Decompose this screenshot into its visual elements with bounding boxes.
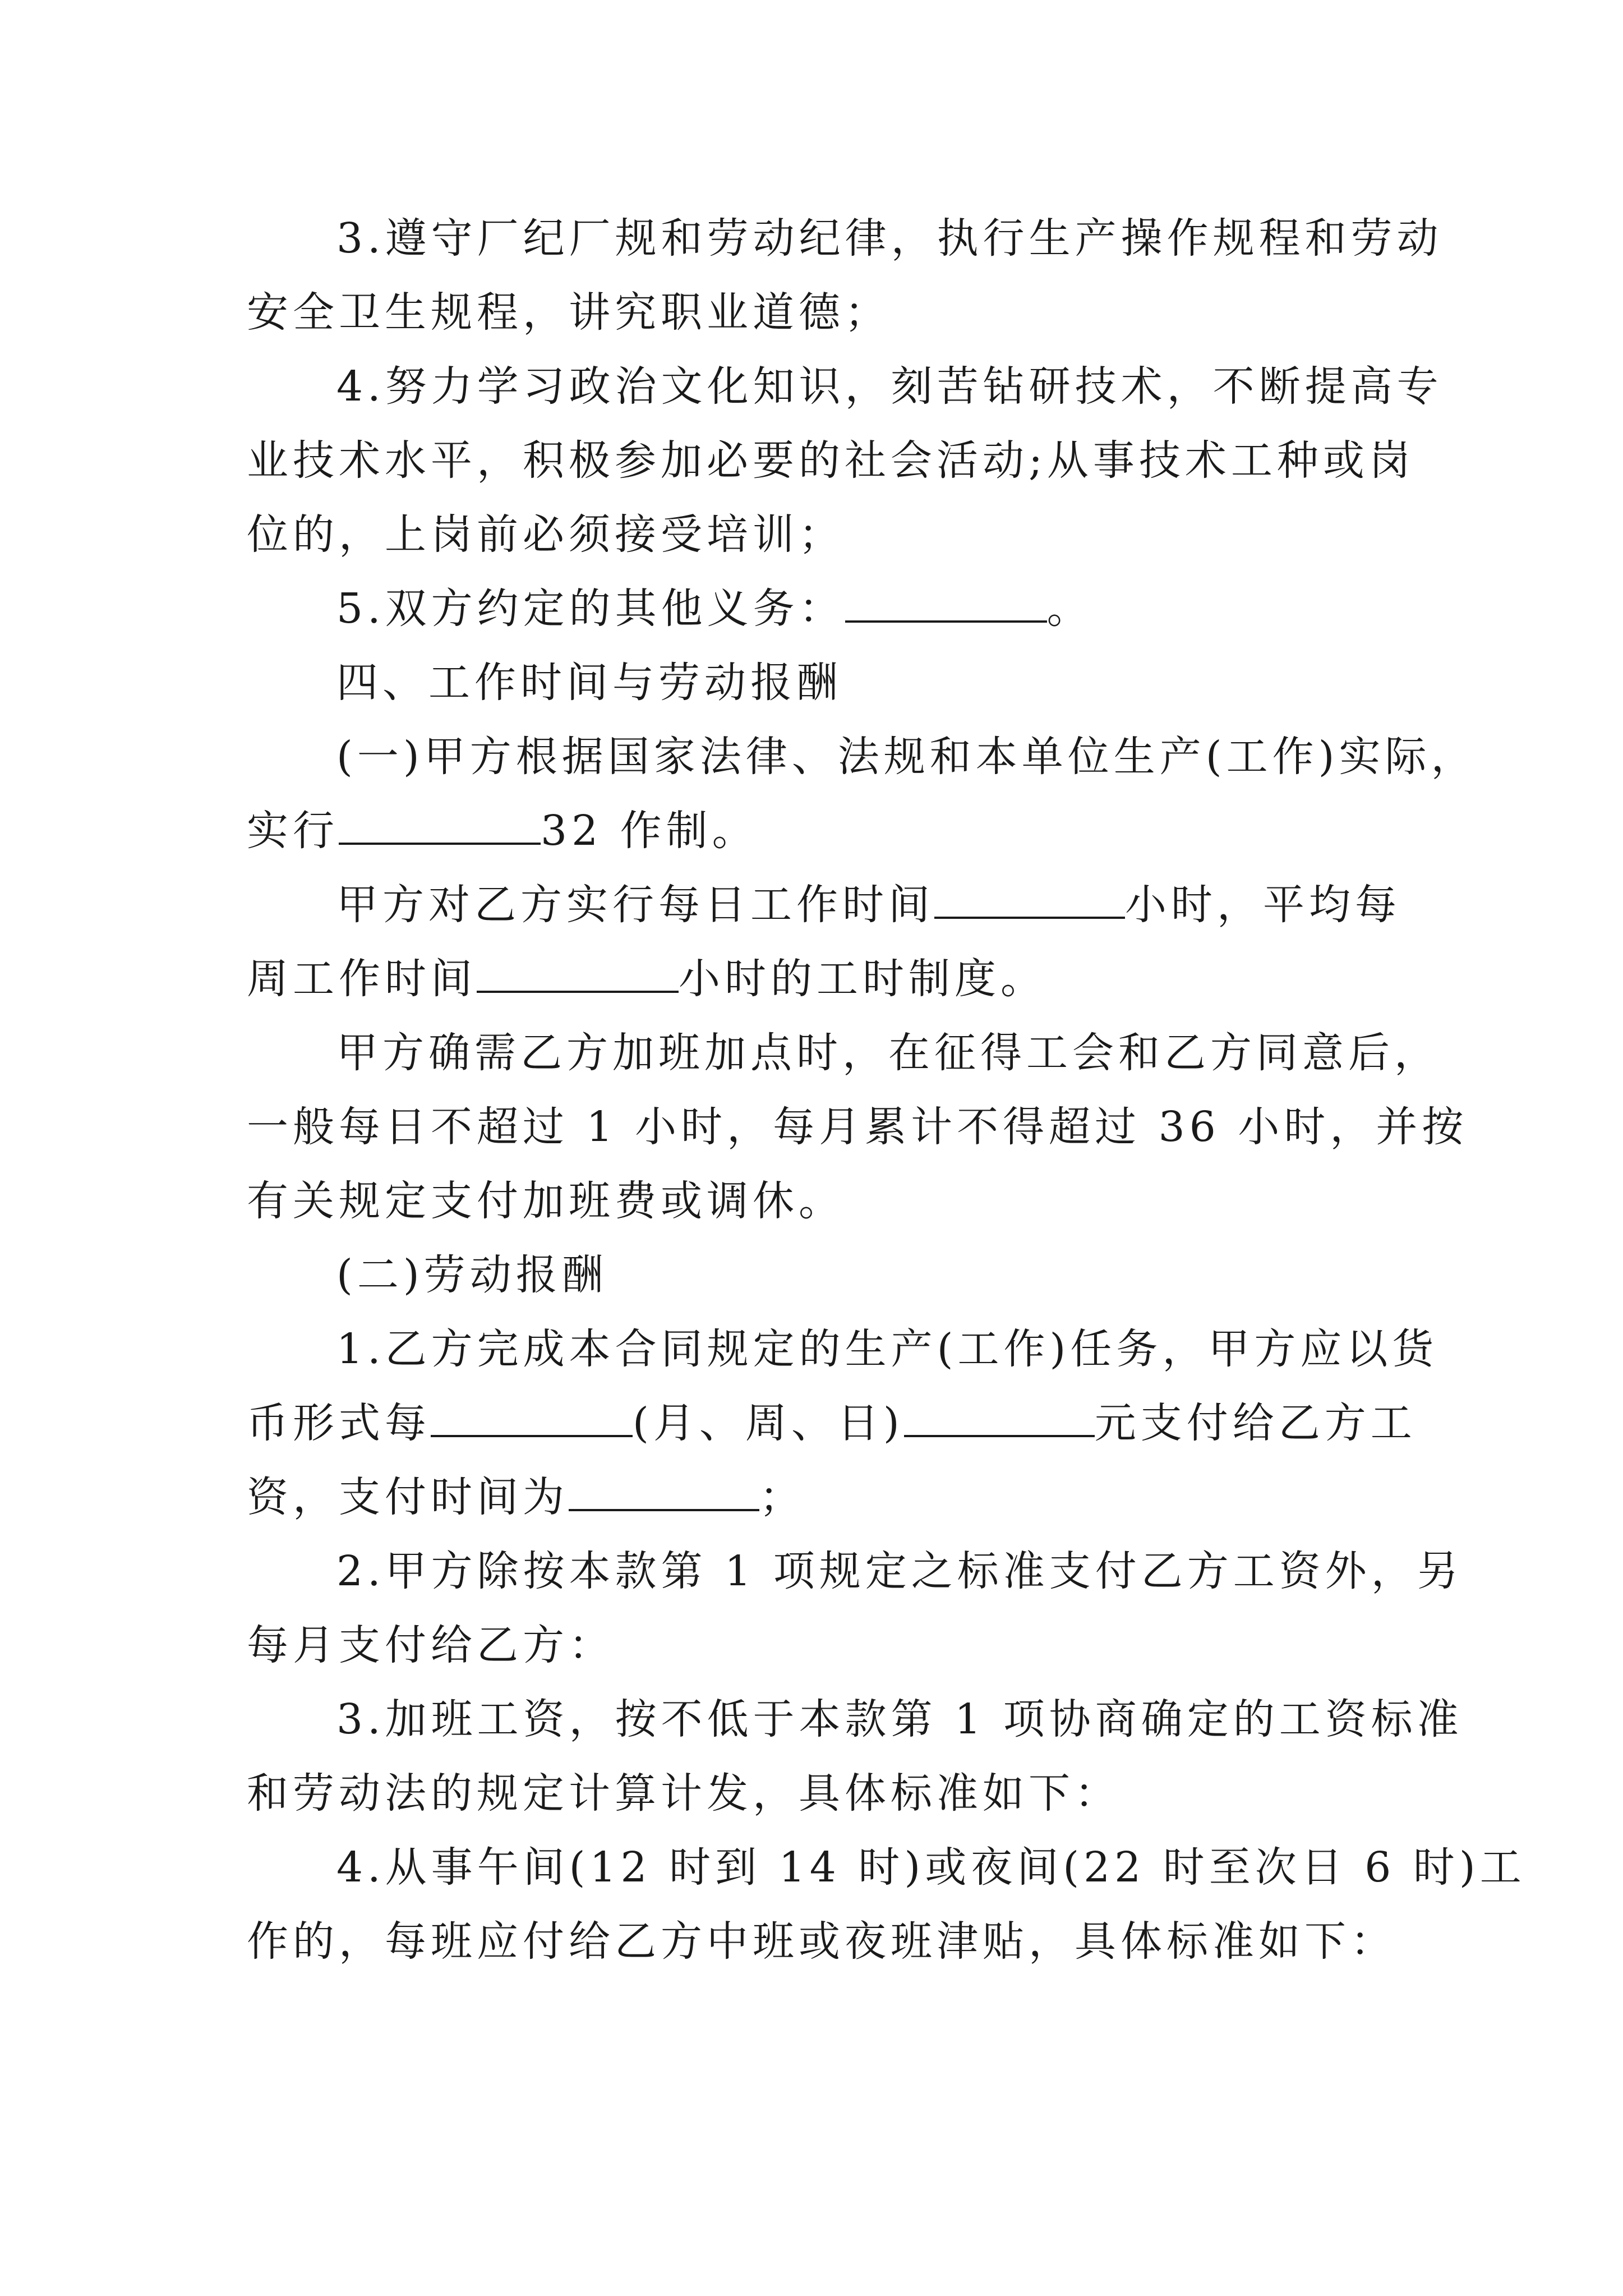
subsection-1-line-2	[247, 797, 758, 864]
subsection-2-heading: (二)劳动报酬	[336, 1251, 608, 1299]
text-segment: 实行	[247, 807, 339, 855]
clause-4-line-2: 业技术水平，积极参加必要的社会活动;从事技术工种或岗	[247, 436, 1415, 485]
clause-5-text: 5.双方约定的其他义务：	[336, 585, 845, 633]
text-segment: 资，支付时间为	[247, 1473, 569, 1521]
blank-field[interactable]	[934, 872, 1125, 919]
blank-field[interactable]	[431, 1390, 633, 1437]
text-segment: 周工作时间	[247, 955, 477, 1003]
blank-field[interactable]	[845, 576, 1047, 623]
blank-field[interactable]	[339, 798, 541, 845]
section-4-heading: 四、工作时间与劳动报酬	[336, 659, 842, 707]
text-segment: 32 作制。	[541, 807, 758, 855]
pay-item-1-line-1: 1.乙方完成本合同规定的生产(工作)任务，甲方应以货	[336, 1325, 1438, 1373]
text-segment: 甲方对乙方实行每日工作时间	[336, 881, 934, 929]
clause-5-line	[336, 575, 1093, 642]
work-hours-line-2	[247, 945, 1046, 1013]
clause-4-line-3: 位的，上岗前必须接受培训；	[247, 510, 845, 559]
pay-item-2-line-2: 每月支付给乙方：	[247, 1621, 615, 1669]
text-segment: 小时，平均每	[1125, 881, 1401, 929]
overtime-line-3: 有关规定支付加班费或调休。	[247, 1177, 845, 1225]
text-segment: ；	[759, 1473, 805, 1521]
subsection-1-line-1: (一)甲方根据国家法律、法规和本单位生产(工作)实际，	[336, 733, 1477, 781]
clause-3-line-1: 3.遵守厂纪厂规和劳动纪律，执行生产操作规程和劳动	[336, 214, 1443, 263]
blank-field[interactable]	[904, 1390, 1095, 1437]
clause-4-line-1: 4.努力学习政治文化知识，刻苦钻研技术，不断提高专	[336, 362, 1443, 411]
pay-item-1-line-2	[247, 1389, 1417, 1457]
blank-field[interactable]	[569, 1464, 759, 1511]
overtime-line-1: 甲方确需乙方加班加点时，在征得工会和乙方同意后，	[336, 1029, 1440, 1077]
clause-3-line-2: 安全卫生规程，讲究职业道德；	[247, 288, 891, 337]
text-segment: 元支付给乙方工	[1094, 1399, 1417, 1447]
clause-5-end: 。	[1046, 585, 1093, 633]
pay-item-4-line-1: 4.从事午间(12 时到 14 时)或夜间(22 时至次日 6 时)工	[336, 1843, 1526, 1892]
pay-item-2-line-1: 2.甲方除按本款第 1 项规定之标准支付乙方工资外，另	[336, 1547, 1463, 1595]
pay-item-1-line-3	[247, 1464, 805, 1531]
blank-field[interactable]	[477, 946, 679, 993]
text-segment: 币形式每	[247, 1399, 431, 1447]
pay-item-3-line-1: 3.加班工资，按不低于本款第 1 项协商确定的工资标准	[336, 1695, 1463, 1743]
overtime-line-2: 一般每日不超过 1 小时，每月累计不得超过 36 小时，并按	[247, 1103, 1468, 1151]
pay-item-4-line-2: 作的，每班应付给乙方中班或夜班津贴，具体标准如下：	[247, 1917, 1396, 1966]
text-segment: 小时的工时制度。	[679, 955, 1046, 1003]
text-segment: (月、周、日)	[633, 1399, 904, 1447]
pay-item-3-line-2: 和劳动法的规定计算计发，具体标准如下：	[247, 1769, 1121, 1818]
work-hours-line-1	[336, 871, 1401, 938]
